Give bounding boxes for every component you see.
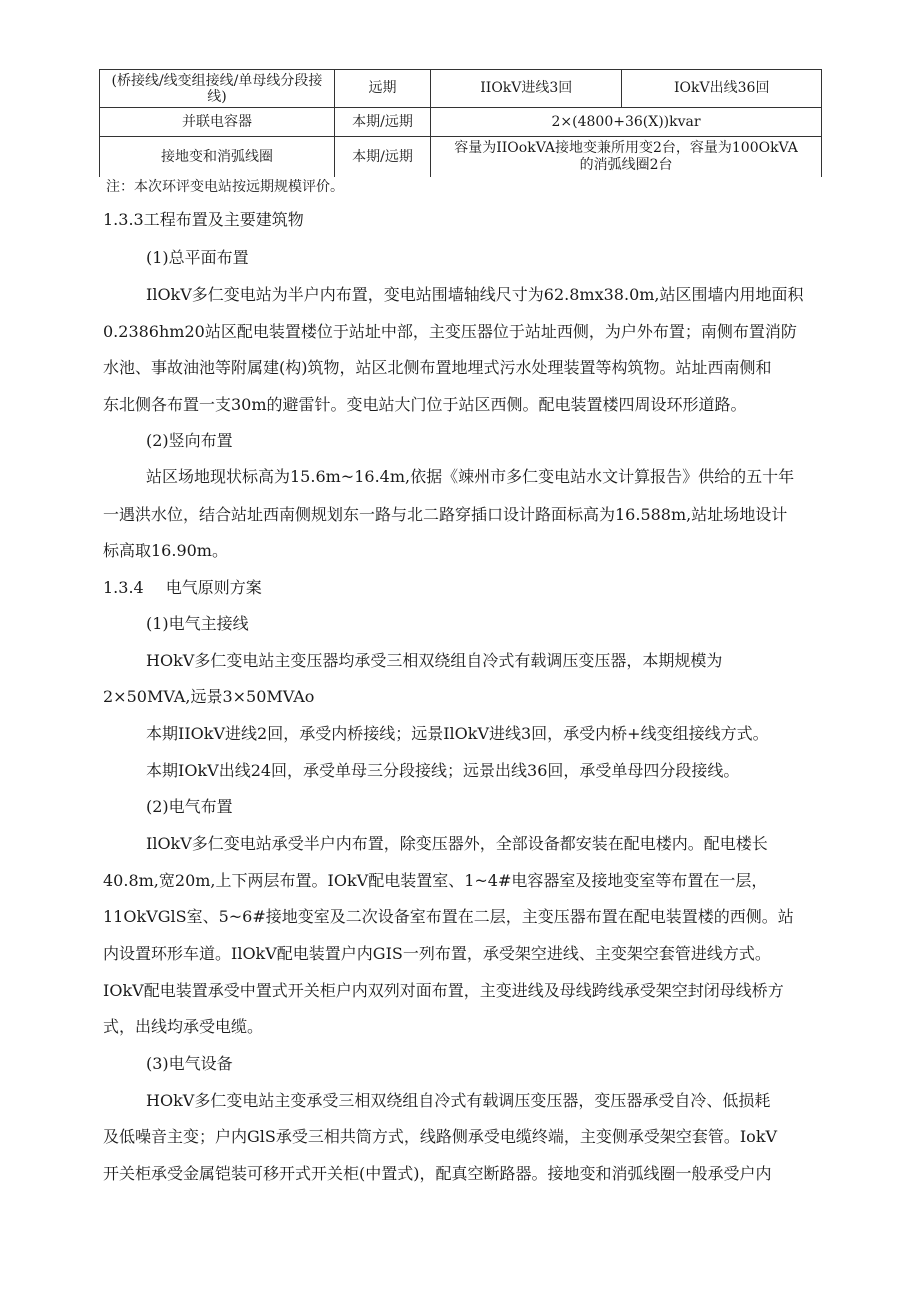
paragraph-line: IlOkV多仁变电站承受半户内布置，除变压器外，全部设备都安装在配电楼内。配电楼长 (146, 834, 768, 853)
subsection-heading: (2)竖向布置 (146, 431, 233, 450)
section-heading-133: 1.3.3工程布置及主要建筑物 (103, 210, 304, 229)
spec-table (99, 69, 822, 177)
subsection-heading: (1)总平面布置 (146, 248, 249, 267)
paragraph-line: 东北侧各布置一支30m的避雷针。变电站大门位于站区西侧。配电装置楼四周设环形道路。 (103, 395, 747, 414)
table-cell-item: 并联电容器 (100, 108, 335, 137)
section-heading-134 (103, 578, 262, 598)
table-cell-value: IOkV出线36回 (622, 70, 822, 108)
table-cell-phase: 本期/远期 (334, 108, 430, 137)
paragraph-line: 站区场地现状标高为15.6m~16.4m,依据《竦州市多仁变电站水文计算报告》供给的五十年 (146, 467, 795, 486)
paragraph-line: HOkV多仁变电站主变压器均承受三相双绕组自冷式有载调压变压器，本期规模为 (146, 651, 723, 670)
paragraph-line: 一遇洪水位，结合站址西南侧规划东一路与北二路穿插口设计路面标高为16.588m,站址场地设计 (103, 505, 788, 524)
table-cell-item: (桥接线/线变组接线/单母线分段接线) (100, 70, 335, 108)
paragraph-line: 内设置环形车道。IlOkV配电装置户内GIS一列布置，承受架空进线、主变架空套管进线方式。 (103, 944, 771, 963)
paragraph-line: 水池、事故油池等附属建(构)筑物，站区北侧布置地埋式污水处理装置等构筑物。站址西南侧和 (103, 358, 772, 377)
merged-line-2: 的消弧线圈2台 (579, 157, 673, 173)
table-row (100, 70, 822, 108)
paragraph-line: 标高取16.90m。 (103, 541, 228, 560)
table-cell-value: IIOkV进线3回 (431, 70, 622, 108)
section-number: 1.3.4 (103, 578, 144, 597)
paragraph-line: HOkV多仁变电站主变承受三相双绕组自冷式有载调压变压器，变压器承受自冷、低损耗 (146, 1091, 771, 1110)
table-note: 注：本次环评变电站按远期规模评价。 (106, 179, 344, 195)
table-cell-item: 接地变和消弧线圈 (100, 137, 335, 178)
paragraph-line: 开关柜承受金属铠装可移开式开关柜(中置式)，配真空断路器。接地变和消弧线圈一般承受户内 (103, 1164, 772, 1183)
paragraph-line: 0.2386hm20站区配电装置楼位于站址中部，主变压器位于站址西侧，为户外布置；南侧布置消防 (103, 322, 797, 341)
paragraph-line: 本期IOkV出线24回，承受单母三分段接线；远景出线36回，承受单母四分段接线。 (146, 761, 740, 780)
paragraph-line: 本期IIOkV进线2回，承受内桥接线；远景IlOkV进线3回，承受内桥+线变组接线方式。 (146, 724, 769, 743)
subsection-heading: (1)电气主接线 (146, 614, 249, 633)
merged-line-1: 容量为IIOokVA接地变兼所用变2台，容量为100OkVA (454, 140, 798, 156)
paragraph-line: 40.8m,宽20m,上下两层布置。IOkV配电装置室、1~4#电容器室及接地变室等布置在一层， (103, 871, 768, 890)
table-row (100, 137, 822, 178)
paragraph-line: IOkV配电装置承受中置式开关柜户内双列对面布置，主变进线及母线跨线承受架空封闭母线桥方 (103, 981, 784, 1000)
paragraph-line: IlOkV多仁变电站为半户内布置，变电站围墙轴线尺寸为62.8mx38.0m,站区围墙内用地面积 (146, 285, 804, 304)
section-title: 电气原则方案 (165, 578, 262, 597)
table-row (100, 108, 822, 137)
subsection-heading: (3)电气设备 (146, 1054, 233, 1073)
table-cell-phase: 本期/远期 (334, 137, 430, 178)
paragraph-line: 2×50MVA,远景3×50MVAo (103, 687, 315, 706)
paragraph-line: 11OkVGlS室、5~6#接地变室及二次设备室布置在二层，主变压器布置在配电装置楼的西侧。站 (103, 907, 794, 926)
table-cell-merged (431, 137, 822, 178)
table-cell-phase: 远期 (334, 70, 430, 108)
paragraph-line: 式，出线均承受电缆。 (103, 1017, 264, 1036)
subsection-heading: (2)电气布置 (146, 797, 233, 816)
paragraph-line: 及低噪音主变；户内GlS承受三相共筒方式，线路侧承受电缆终端，主变侧承受架空套管。IokV (103, 1127, 778, 1146)
table-cell-merged: 2×(4800+36(X))kvar (431, 108, 822, 137)
